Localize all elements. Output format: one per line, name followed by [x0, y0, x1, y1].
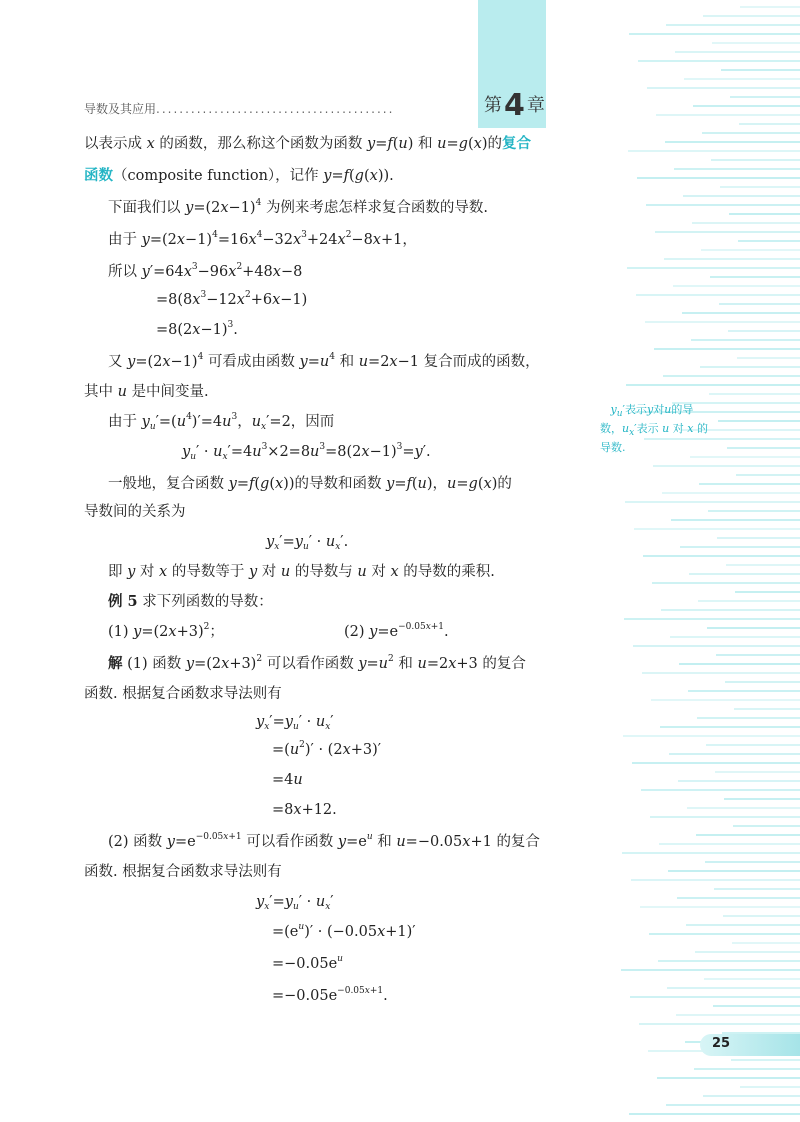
stripe [654, 348, 800, 350]
stripe [642, 672, 800, 674]
stripe [661, 609, 800, 611]
equation-line: $y_u' \cdot u_x'=4u^3\times 2=8u^3=8(2x-1)^3=y'$. [182, 442, 431, 462]
stripe [735, 591, 800, 593]
stripe [696, 834, 800, 836]
stripe [699, 483, 800, 485]
stripe [693, 105, 800, 107]
stripe [627, 267, 800, 269]
stripe [666, 24, 800, 26]
stripe [738, 240, 800, 242]
example-part-2: (2) $y=e^{-0.05x+1}$. [344, 622, 449, 640]
margin-note: $y_u'$表示y对u的导 数，$u_x'$表示 u 对 x 的 导数. [600, 403, 708, 454]
equation-line: $=-0.05e^{-0.05x+1}$. [272, 986, 388, 1004]
stripe [631, 879, 800, 881]
stripe [671, 519, 800, 521]
stripe [659, 843, 800, 845]
stripe [638, 60, 800, 62]
stripe [700, 366, 800, 368]
equation-line: =4u [272, 772, 303, 788]
stripe [626, 384, 800, 386]
example-part-1: (1) $y=(2x+3)^2$； [108, 622, 224, 640]
stripe [651, 699, 800, 701]
stripe [628, 150, 800, 152]
equation-line: $=(e^u)' \cdot (-0.05x+1)'$ [272, 922, 416, 940]
stripe [739, 123, 800, 125]
stripe [711, 159, 800, 161]
stripe [630, 996, 800, 998]
stripe [624, 618, 800, 620]
stripe [703, 1095, 800, 1097]
stripe [673, 285, 800, 287]
stripe [731, 1059, 800, 1061]
stripe [645, 321, 800, 323]
stripe [694, 1068, 800, 1070]
stripe [669, 753, 800, 755]
section-title: 导数及其应用 [84, 102, 157, 116]
text-line: 导数间的关系为 [84, 504, 186, 520]
stripe [667, 987, 800, 989]
stripe [629, 33, 800, 35]
stripe [682, 312, 800, 314]
text-line: 即 y 对 x 的导数等于 y 对 u 的导数与 u 对 x 的导数的乘积. [108, 564, 495, 580]
stripe [697, 717, 800, 719]
stripe [712, 42, 800, 44]
stripe [729, 213, 800, 215]
stripe [716, 654, 800, 656]
equation-line: $=(u^2)' \cdot (2x+3)'$ [272, 740, 382, 758]
stripe [687, 807, 800, 809]
equation-line: =8x+12. [272, 802, 337, 818]
stripe [658, 960, 800, 962]
text-line: 一般地，复合函数 y=f(g(x))的导数和函数 y=f(u)，u=g(x)的 [108, 476, 512, 492]
text-line: 函数（composite function），记作 y=f(g(x)). [84, 167, 394, 184]
stripe [728, 330, 800, 332]
stripe [692, 222, 800, 224]
stripe [683, 195, 800, 197]
stripe [636, 294, 800, 296]
stripe [621, 969, 800, 971]
stripe [721, 69, 800, 71]
equation-line: $y_x'=y_u' \cdot u_x'$ [256, 894, 334, 912]
stripe [633, 645, 800, 647]
stripe [670, 636, 800, 638]
stripe [679, 663, 800, 665]
stripe [640, 906, 800, 908]
text-line: 下面我们以 $y=(2x-1)^4$ 为例来考虑怎样求复合函数的导数. [108, 198, 489, 216]
text-line: 又 $y=(2x-1)^4$ 可看成由函数 $y=u^4$ 和 u=2x−1 复合而成的函数， [108, 352, 540, 370]
stripe [705, 861, 800, 863]
stripe [647, 87, 800, 89]
decorative-stripes [600, 0, 800, 1122]
stripe [639, 1023, 800, 1025]
stripe [698, 600, 800, 602]
text-line: (2) 函数 $y=e^{-0.05x+1}$ 可以看作函数 $y=e^u$ 和 u=−0.05x+1 的复合 [108, 832, 540, 850]
example-heading: 例 5 求下列函数的导数： [108, 593, 273, 610]
stripe [625, 501, 800, 503]
stripe [715, 771, 800, 773]
stripe [727, 447, 800, 449]
stripe [655, 231, 800, 233]
stripe [652, 582, 800, 584]
stripe [709, 393, 800, 395]
stripe [632, 762, 800, 764]
stripe [701, 249, 800, 251]
stripe [660, 726, 800, 728]
stripe [674, 168, 800, 170]
stripe [643, 555, 800, 557]
stripe [719, 303, 800, 305]
equation-line: $=8(2x-1)^3$. [156, 320, 238, 338]
stripe [737, 357, 800, 359]
stripe [680, 546, 800, 548]
stripe [695, 951, 800, 953]
stripe [708, 510, 800, 512]
stripe [740, 1086, 800, 1088]
stripe [688, 690, 800, 692]
stripe [724, 798, 800, 800]
stripe [713, 1005, 800, 1007]
stripe [663, 375, 800, 377]
stripe [684, 78, 800, 80]
stripe [677, 897, 800, 899]
stripe [623, 735, 800, 737]
stripe [726, 564, 800, 566]
stripe [662, 492, 800, 494]
stripe [689, 573, 800, 575]
equation-line: 由于 $y=(2x-1)^4=16x^4-32x^3+24x^2-8x+1$， [108, 230, 417, 248]
leader-dots: ......................................... [156, 102, 395, 116]
stripe [703, 15, 800, 17]
stripe [740, 6, 800, 8]
stripe [676, 1014, 800, 1016]
stripe [706, 744, 800, 746]
equation-line: $y_x'=y_u' \cdot u_x'$. [266, 534, 349, 552]
stripe [733, 825, 800, 827]
stripe [717, 537, 800, 539]
equation-line: $y_x'=y_u' \cdot u_x'$ [256, 714, 334, 732]
stripe [634, 528, 800, 530]
stripe [702, 132, 800, 134]
stripe [704, 978, 800, 980]
stripe [725, 681, 800, 683]
stripe [734, 708, 800, 710]
stripe [710, 276, 800, 278]
stripe [730, 96, 800, 98]
page-number: 25 [712, 1036, 731, 1051]
stripe [665, 141, 800, 143]
stripe [653, 465, 800, 467]
stripe [629, 1113, 800, 1115]
equation-line: $=8(8x^3-12x^2+6x-1)$ [156, 290, 308, 308]
stripe [668, 870, 800, 872]
stripe [720, 186, 800, 188]
chapter-label: 第4 章 [484, 88, 545, 123]
stripe [641, 789, 800, 791]
text-line: 解 (1) 函数 $y=(2x+3)^2$ 可以看作函数 $y=u^2$ 和 u=2x+3 的复合 [108, 654, 526, 672]
stripe [622, 852, 800, 854]
stripe [657, 1077, 800, 1079]
stripe [656, 114, 800, 116]
stripe [736, 474, 800, 476]
stripe [646, 204, 800, 206]
equation-line: 由于 $y_u'=(u^4)'=4u^3$，$u_x'=2$，因而 [108, 412, 335, 432]
stripe [675, 51, 800, 53]
text-line: 其中 u 是中间变量. [84, 384, 209, 400]
stripe [637, 177, 800, 179]
stripe [732, 942, 800, 944]
equation-line: $=-0.05e^u$ [272, 954, 343, 972]
stripe [691, 339, 800, 341]
stripe [678, 780, 800, 782]
text-line: 以表示成 x 的函数，那么称这个函数为函数 y=f(u) 和 u=g(x)的复合 [84, 135, 531, 152]
text-line: 函数. 根据复合函数求导法则有 [84, 864, 282, 880]
stripe [714, 888, 800, 890]
stripe [707, 627, 800, 629]
stripe [686, 924, 800, 926]
stripe [664, 258, 800, 260]
stripe [649, 933, 800, 935]
stripe [666, 1104, 800, 1106]
stripe [723, 915, 800, 917]
text-line: 函数. 根据复合函数求导法则有 [84, 686, 282, 702]
running-header [84, 100, 394, 117]
stripe [650, 816, 800, 818]
equation-line: 所以 $y'=64x^3-96x^2+48x-8$ [108, 262, 303, 280]
